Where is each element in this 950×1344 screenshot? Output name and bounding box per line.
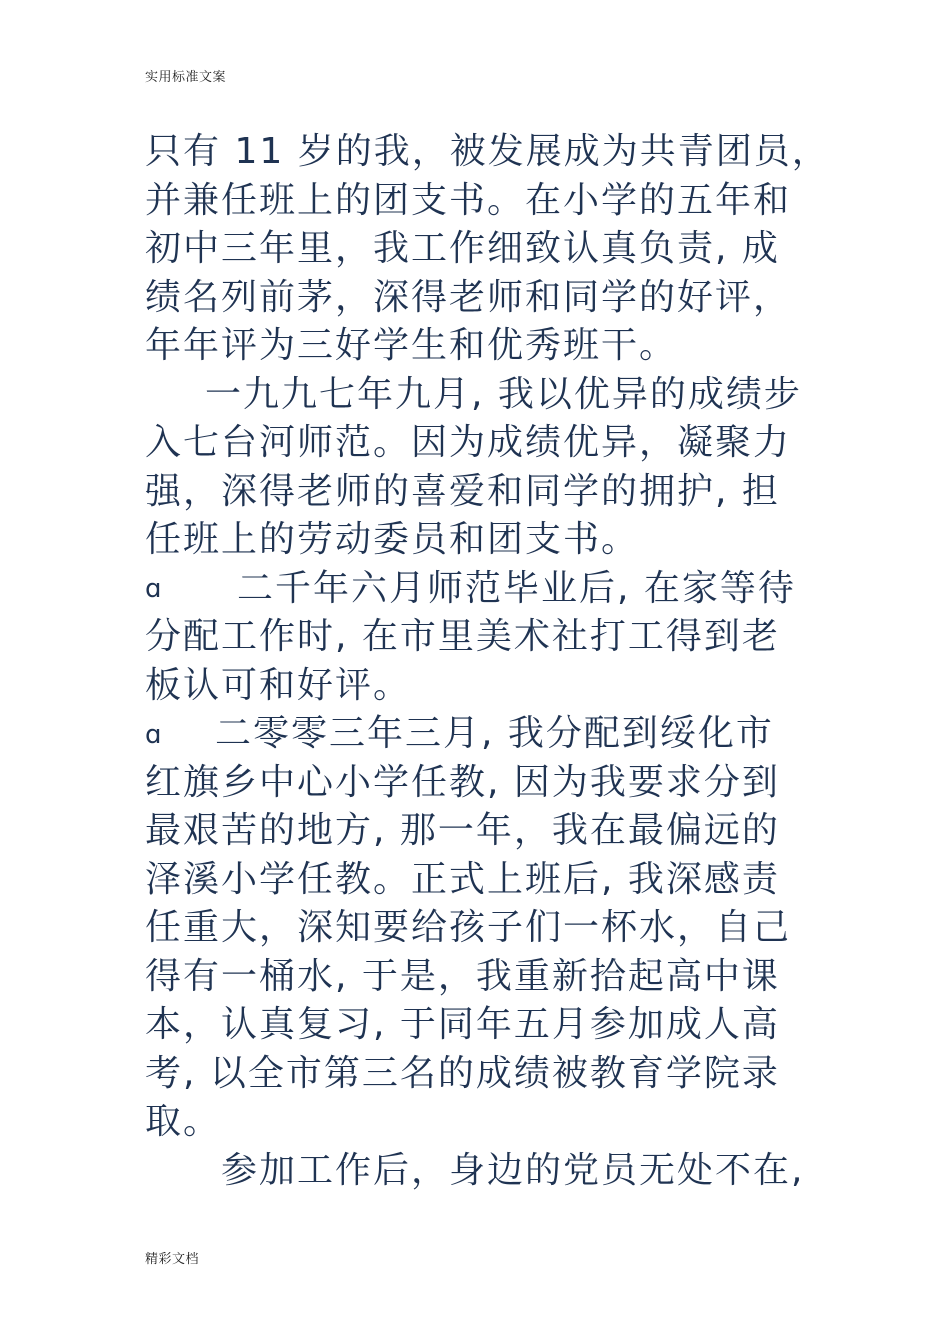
text-line: 泽溪小学任教。正式上班后, 我深感责 — [145, 858, 780, 900]
text-line: 分配工作时, 在市里美术社打工得到老 — [145, 616, 780, 657]
page-footer: 精彩文档 — [145, 1252, 200, 1267]
text-line: 红旗乡中心小学任教, 因为我要求分到 — [145, 761, 780, 803]
document-body — [145, 128, 830, 1195]
text-line: 绩名列前茅，深得老师和同学的好评， — [145, 276, 792, 318]
text-line: 本，认真复习, 于同年五月参加成人高 — [145, 1004, 780, 1045]
text-line: 考, 以全市第三名的成绩被教育学院录 — [145, 1052, 780, 1094]
bullet-paragraph-line — [145, 565, 825, 614]
paragraph-start-line: 参加工作后，身边的党员无处不在, — [221, 1149, 805, 1191]
text-line: 年年评为三好学生和优秀班干。 — [145, 325, 678, 366]
text-line: 只有 11 岁的我，被发展成为共青团员， — [145, 131, 830, 172]
paragraph-start-line: 一九九七年九月, 我以优异的成绩步 — [205, 373, 802, 415]
text-line: 强，深得老师的喜爱和同学的拥护, 担 — [145, 470, 780, 512]
bullet-paragraph-line — [145, 710, 825, 759]
text-line: 得有一桶水, 于是，我重新拾起高中课 — [145, 955, 780, 997]
text-line: 取。 — [145, 1101, 222, 1142]
text-line: 板认可和好评。 — [145, 664, 412, 706]
text-line: 最艰苦的地方, 那一年，我在最偏远的 — [145, 810, 780, 851]
bullet-line-text: 二零零三年三月, 我分配到绥化市 — [215, 713, 774, 754]
bullet-icon: ɑ — [145, 574, 164, 605]
bullet-line-text: 二千年六月师范毕业后, 在家等待 — [237, 567, 796, 609]
text-line: 入七台河师范。因为成绩优异，凝聚力 — [145, 422, 792, 463]
bullet-icon: ɑ — [145, 719, 164, 750]
text-line: 任班上的劳动委员和团支书。 — [145, 519, 640, 560]
text-line: 初中三年里，我工作细致认真负责, 成 — [145, 228, 780, 269]
text-line: 并兼任班上的团支书。在小学的五年和 — [145, 179, 792, 221]
text-line: 任重大，深知要给孩子们一杯水，自己 — [145, 907, 792, 948]
page-header: 实用标准文案 — [145, 70, 227, 85]
